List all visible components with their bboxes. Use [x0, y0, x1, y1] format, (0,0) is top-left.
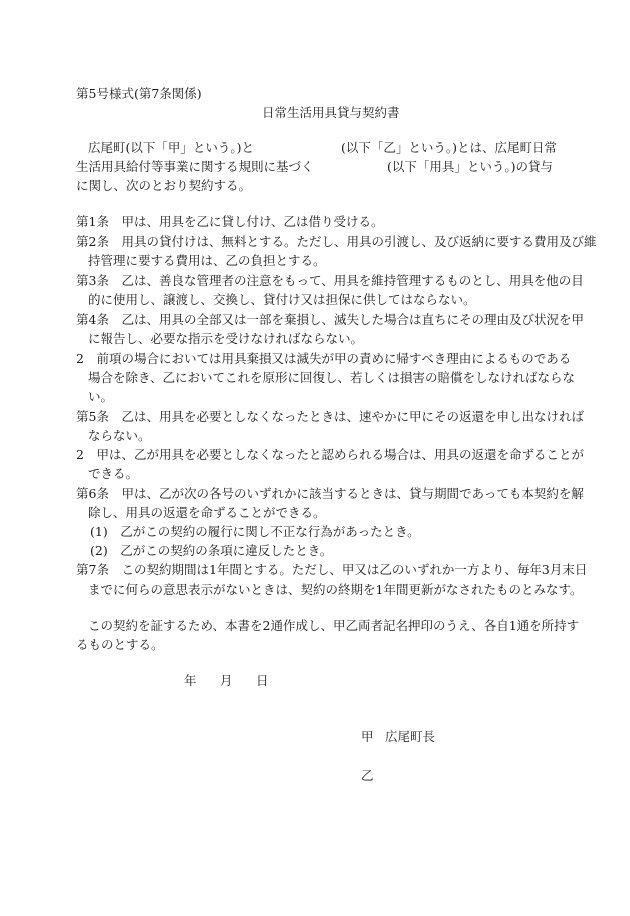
article-6-line-2: 除し、用具の返還を命ずることができる。: [88, 505, 326, 520]
article-4-para-2-line-2: 場合を除き、乙においてこれを原形に回復し、若しくは損害の賠償をしなければならな: [88, 370, 576, 385]
party-b-label: 乙: [361, 768, 374, 783]
party-a-label: 甲: [361, 729, 374, 744]
article-2-line-1: 第2条 用具の貸付けは、無料とする。ただし、用具の引渡し、及び返納に要する費用及び維: [76, 234, 597, 249]
closing-line-2: るものとする。: [76, 637, 164, 652]
intro-line-2b: (以下「用具」という。)の貸与: [387, 159, 554, 174]
article-3-line-2: 的に使用し、譲渡し、交換し、貸付け又は担保に供してはならない。: [88, 292, 476, 307]
closing-line-1: この契約を証するため、本書を2通作成し、甲乙両者記名押印のうえ、各自1通を所持す: [88, 618, 580, 633]
date-day: 日: [256, 673, 269, 688]
date-month: 月: [220, 673, 233, 688]
article-2-line-2: 持管理に要する費用は、乙の負担とする。: [88, 253, 326, 268]
date-year: 年: [184, 673, 197, 688]
article-3-line-1: 第3条 乙は、善良な管理者の注意をもって、用具を維持管理するものとし、用具を他の目: [76, 273, 584, 288]
article-7-line-1: 第7条 この契約期間は1年間とする。ただし、甲又は乙のいずれか一方より、毎年3月末日: [76, 562, 588, 577]
article-4-line-2: に報告し、必要な指示を受けなければならない。: [88, 331, 364, 346]
article-6-item-1: (1) 乙がこの契約の履行に関し不正な行為があったとき。: [90, 524, 420, 539]
article-4-line-1: 第4条 乙は、用具の全部又は一部を棄損し、滅失した場合は直ちにその理由及び状況を甲: [76, 312, 584, 327]
article-4-para-2-line-3: い。: [88, 389, 114, 404]
article-5-para-2-line-1: 2 甲は、乙が用具を必要としなくなったと認められる場合は、用具の返還を命ずることが: [76, 447, 584, 462]
intro-line-1a: 広尾町(以下「甲」という。)と: [88, 140, 255, 155]
intro-line-2a: 生活用具給付等事業に関する規則に基づく: [76, 159, 314, 174]
article-6-line-1: 第6条 甲は、乙が次の各号のいずれかに該当するときは、貸与期間であっても本契約を解: [76, 486, 584, 501]
document-title: 日常生活用具貸与契約書: [262, 105, 400, 120]
article-5-line-2: ならない。: [88, 428, 151, 443]
intro-line-3: に関し、次のとおり契約する。: [76, 178, 252, 193]
intro-line-1b: (以下「乙」という。)とは、広尾町日常: [341, 140, 558, 155]
article-1: 第1条 甲は、用具を乙に貸し付け、乙は借り受ける。: [76, 214, 384, 229]
party-a-name: 広尾町長: [385, 729, 436, 744]
article-7-line-2: までに何らの意思表示がないときは、契約の終期を1年間更新がなされたものとみなす。: [88, 582, 583, 597]
article-5-para-2-line-2: できる。: [88, 466, 139, 481]
article-4-para-2-line-1: 2 前項の場合においては用具棄損又は滅失が甲の責めに帰すべき理由によるものである: [76, 351, 572, 366]
form-number: 第5号様式(第7条関係): [76, 86, 202, 101]
article-5-line-1: 第5条 乙は、用具を必要としなくなったときは、速やかに甲にその返還を申し出なければ: [76, 409, 584, 424]
article-6-item-2: (2) 乙がこの契約の条項に違反したとき。: [90, 543, 333, 558]
